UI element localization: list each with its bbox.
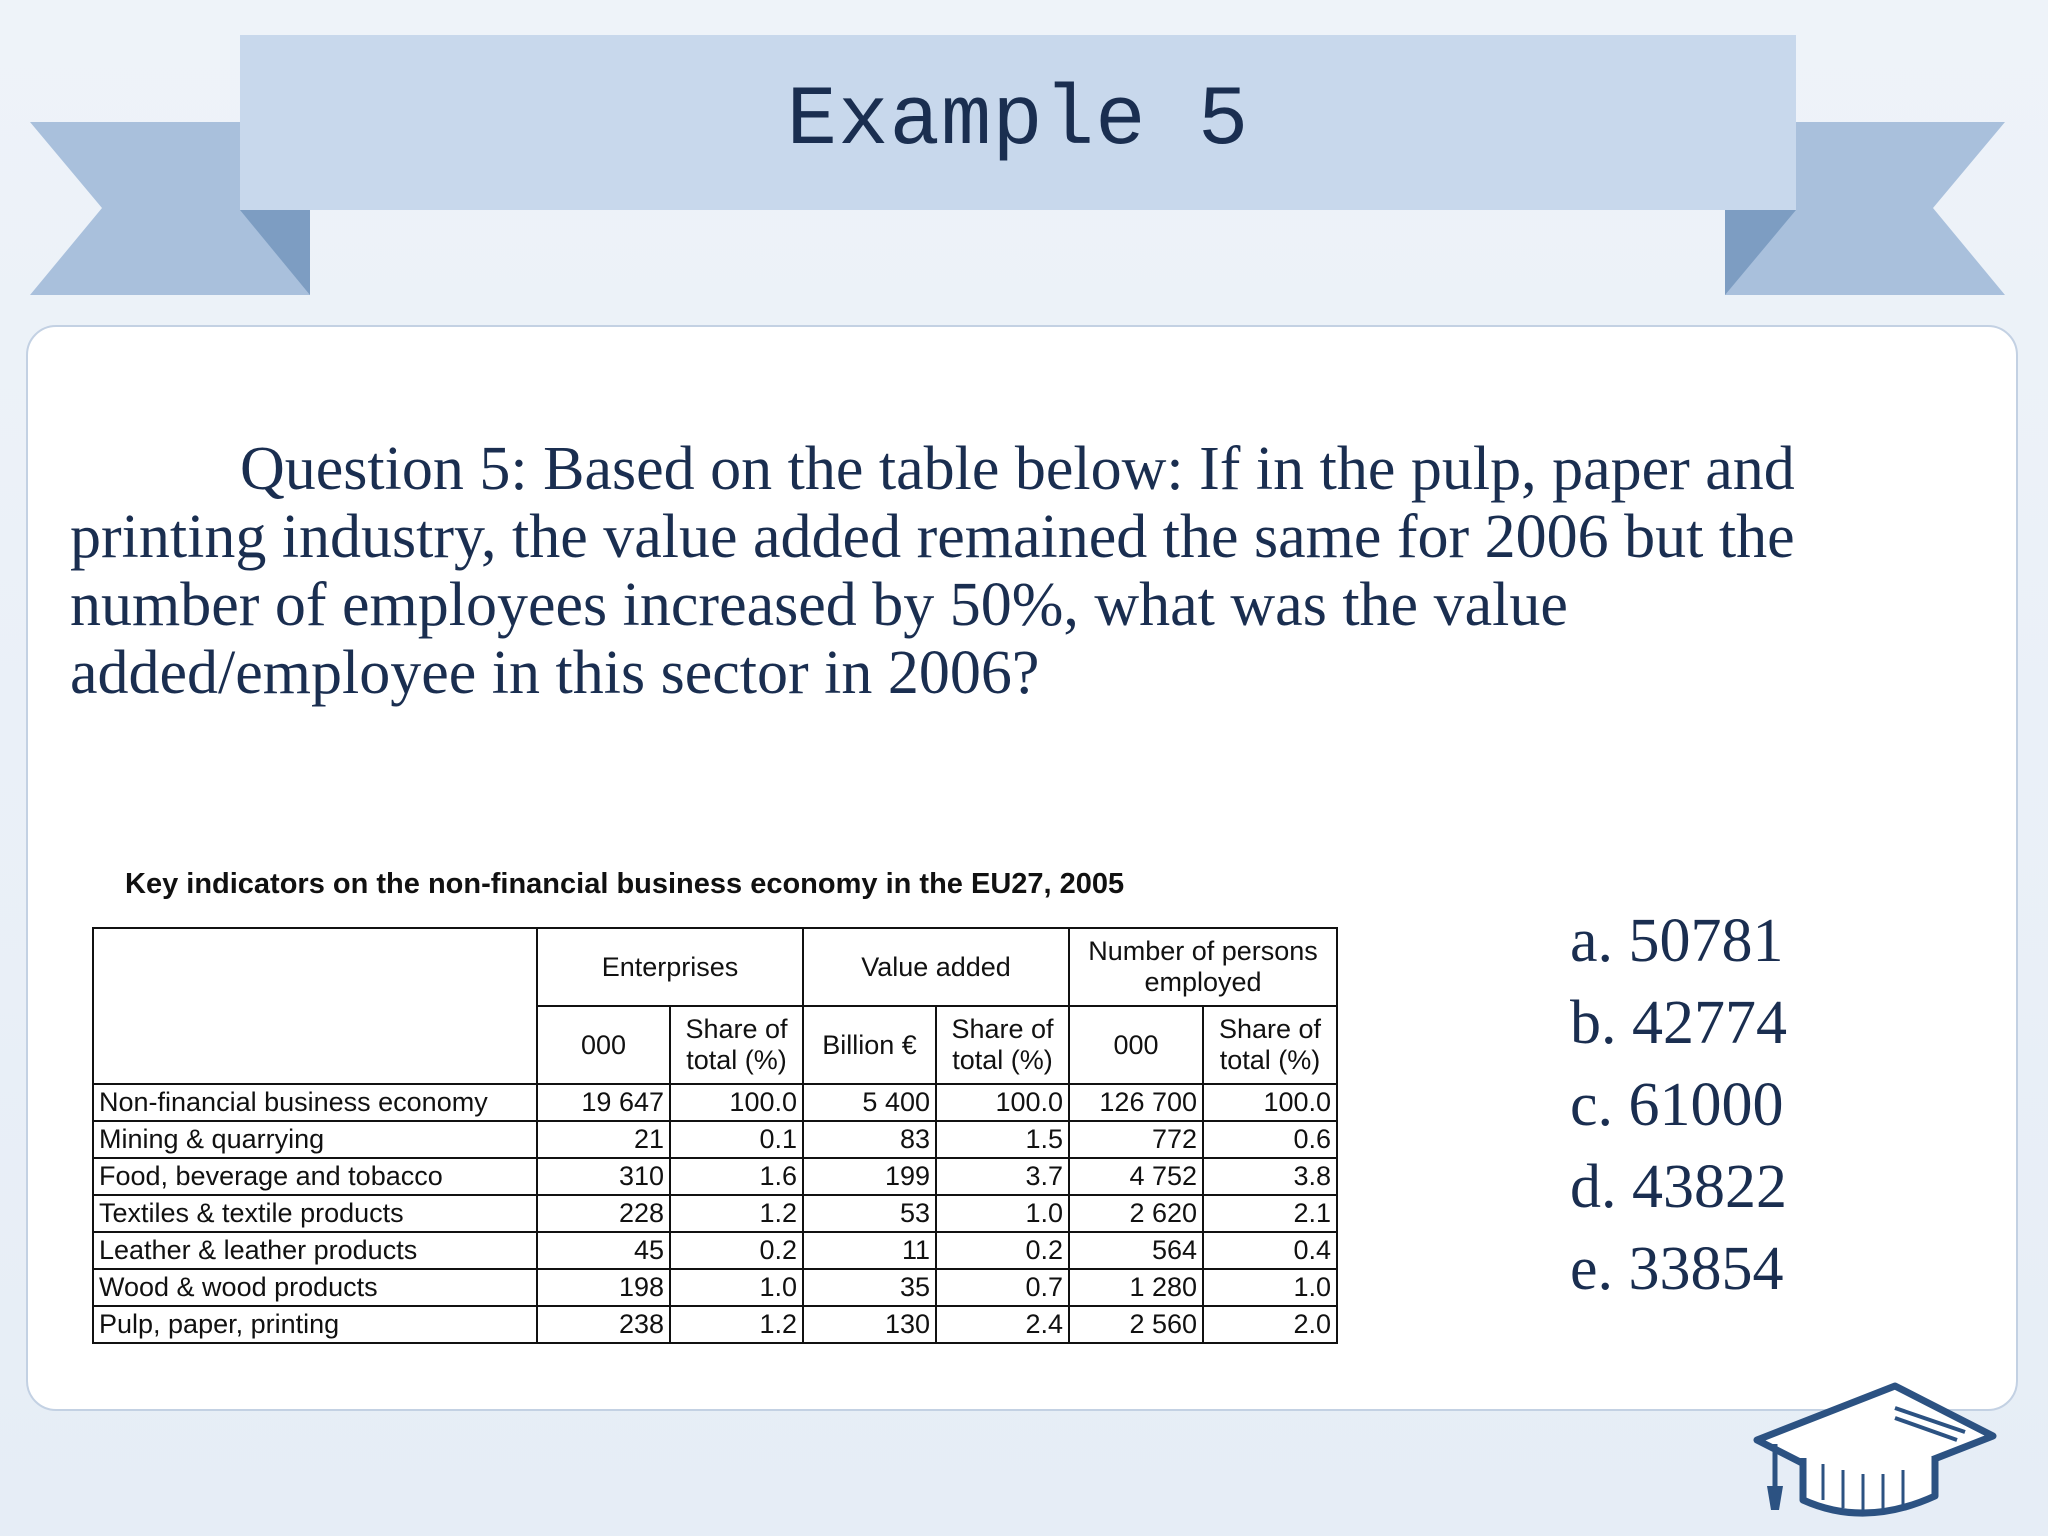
indicators-table — [92, 927, 1338, 1344]
table-row — [93, 1158, 1337, 1195]
table-cell: 4 752 — [1069, 1158, 1203, 1195]
table-cell: 2 560 — [1069, 1306, 1203, 1343]
table-cell: 238 — [537, 1306, 670, 1343]
row-label: Wood & wood products — [93, 1269, 537, 1306]
sub-header: 000 — [537, 1006, 670, 1084]
sub-header: Share of total (%) — [1203, 1006, 1337, 1084]
table-row — [93, 1084, 1337, 1121]
table-cell: 564 — [1069, 1232, 1203, 1269]
table-cell: 100.0 — [936, 1084, 1069, 1121]
table-cell: 1.6 — [670, 1158, 803, 1195]
row-label: Food, beverage and tobacco — [93, 1158, 537, 1195]
table-row — [93, 1269, 1337, 1306]
table-cell: 2.0 — [1203, 1306, 1337, 1343]
table-cell: 1.0 — [670, 1269, 803, 1306]
table-row — [93, 1232, 1337, 1269]
table-row — [93, 1306, 1337, 1343]
table-cell: 83 — [803, 1121, 936, 1158]
row-label: Pulp, paper, printing — [93, 1306, 537, 1343]
table-cell: 0.1 — [670, 1121, 803, 1158]
sub-header: Share of total (%) — [936, 1006, 1069, 1084]
table-cell: 228 — [537, 1195, 670, 1232]
table-row — [93, 1121, 1337, 1158]
table-cell: 2 620 — [1069, 1195, 1203, 1232]
sub-header: 000 — [1069, 1006, 1203, 1084]
group-header-persons-employed: Number of persons employed — [1069, 928, 1337, 1006]
table-cell: 1.2 — [670, 1306, 803, 1343]
table-title: Key indicators on the non-financial business economy in the EU27, 2005 — [125, 868, 1125, 900]
table-cell: 0.6 — [1203, 1121, 1337, 1158]
row-label: Mining & quarrying — [93, 1121, 537, 1158]
row-label: Textiles & textile products — [93, 1195, 537, 1232]
table-cell: 21 — [537, 1121, 670, 1158]
answer-option-a: a. 50781 — [1570, 907, 1784, 975]
table-cell: 35 — [803, 1269, 936, 1306]
table-cell: 53 — [803, 1195, 936, 1232]
table-cell: 126 700 — [1069, 1084, 1203, 1121]
table-cell: 1.5 — [936, 1121, 1069, 1158]
group-header-enterprises: Enterprises — [537, 928, 803, 1006]
table-cell: 45 — [537, 1232, 670, 1269]
sub-header: Share of total (%) — [670, 1006, 803, 1084]
table-cell: 2.4 — [936, 1306, 1069, 1343]
question-text: Question 5: Based on the table below: If in the pulp, paper and printing industry, the value added remained the same for 2006 but the number of employees increased by 50%, what was the value added/employee in this sector in 2006? — [70, 435, 1795, 707]
table-cell: 3.8 — [1203, 1158, 1337, 1195]
row-label: Leather & leather products — [93, 1232, 537, 1269]
table-cell: 0.2 — [936, 1232, 1069, 1269]
table-cell: 1.0 — [1203, 1269, 1337, 1306]
table-cell: 2.1 — [1203, 1195, 1337, 1232]
row-label: Non-financial business economy — [93, 1084, 537, 1121]
table-cell: 100.0 — [1203, 1084, 1337, 1121]
table-cell: 100.0 — [670, 1084, 803, 1121]
table-cell: 11 — [803, 1232, 936, 1269]
table-cell: 0.4 — [1203, 1232, 1337, 1269]
table-cell: 772 — [1069, 1121, 1203, 1158]
page-title: Example 5 — [786, 74, 1250, 169]
table-cell: 3.7 — [936, 1158, 1069, 1195]
table-row — [93, 1195, 1337, 1232]
table-cell: 0.7 — [936, 1269, 1069, 1306]
graduation-cap-icon — [1745, 1378, 2000, 1523]
answer-option-c: c. 61000 — [1570, 1071, 1784, 1139]
answer-option-e: e. 33854 — [1570, 1235, 1784, 1303]
table-cell: 199 — [803, 1158, 936, 1195]
table-cell: 1 280 — [1069, 1269, 1203, 1306]
table-cell: 1.0 — [936, 1195, 1069, 1232]
table-cell: 0.2 — [670, 1232, 803, 1269]
table-cell: 1.2 — [670, 1195, 803, 1232]
answer-options — [1570, 900, 1870, 1310]
sub-header: Billion € — [803, 1006, 936, 1084]
table-cell: 198 — [537, 1269, 670, 1306]
answer-option-b: b. 42774 — [1570, 989, 1787, 1057]
table-cell: 310 — [537, 1158, 670, 1195]
answer-option-d: d. 43822 — [1570, 1153, 1787, 1221]
table-corner-cell — [93, 928, 537, 1084]
group-header-value-added: Value added — [803, 928, 1069, 1006]
table-cell: 5 400 — [803, 1084, 936, 1121]
table-cell: 130 — [803, 1306, 936, 1343]
table-cell: 19 647 — [537, 1084, 670, 1121]
